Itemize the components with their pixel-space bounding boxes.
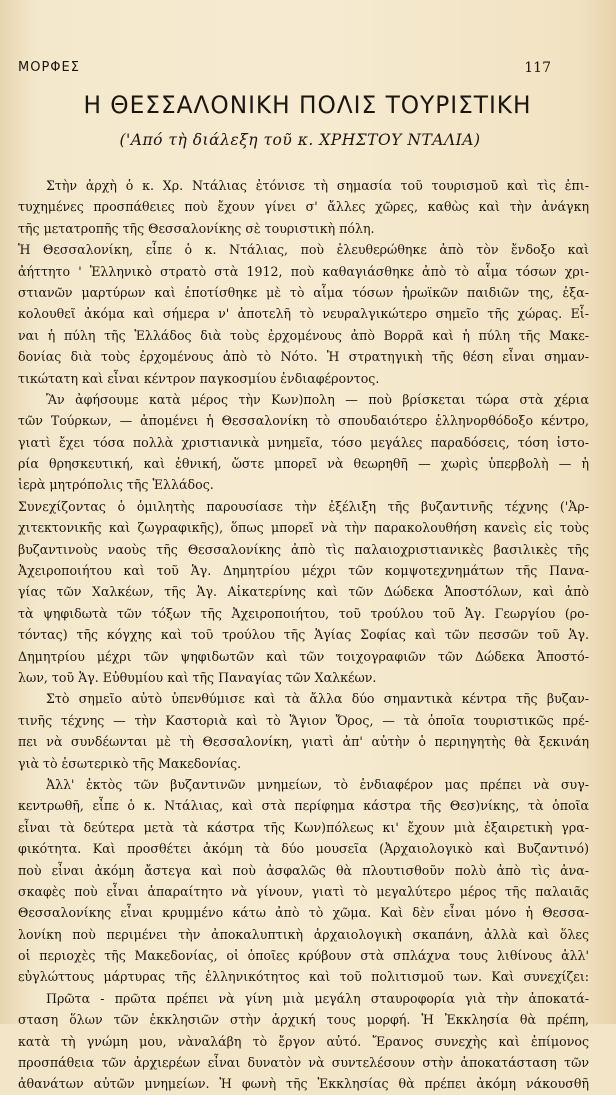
text-line: ἀθανάτων αὐτῶν μνημείων. Ἡ φωνὴ τῆς Ἐκκλησίας θὰ πρέπει ἀκόμη νάκουσθῆ (18, 1076, 589, 1092)
text-line: ποὺ εἶναι ἀκόμη ἄστεγα καὶ ποὺ ἀσφαλῶς θὰ πλουτισθοῦν πολὺ ἀπὸ τὶς ἀνα- (18, 862, 589, 878)
text-line: σταση ὅλων τῶν ἐκκλησιῶν στὴν ἀρχική τους μορφή. Ἡ Ἐκκλησία θὰ πρέπη, (18, 1012, 589, 1028)
text-line: τῶν Τούρκων, — ἀπομένει ἡ Θεσσαλονίκη τὸ σπουδαιότερο ἑλληνορθόδοξο κέντρο, (18, 413, 589, 429)
article-subtitle: ('Από τὴ διάλεξη τοῦ κ. ΧΡΗΣΤΟΥ ΝΤΑΛΙΑ) (119, 131, 481, 149)
text-line: Στὸ σημεῖο αὐτὸ ὑπενθύμισε καὶ τὰ ἄλλα δύο σημαντικὰ κέντρα τῆς βυζαν- (46, 691, 589, 707)
text-line: Δημητρίου μέχρι τῶν ψηφιδωτῶν καὶ τῶν τοιχογραφιῶν τῶν Δώδεκα Ἀποστό- (18, 648, 589, 664)
text-line: Ἀλλ' ἐκτὸς τῶν βυζαντινῶν μνημείων, τὸ ἐνδιαφέρον μας πρέπει νὰ συγ- (46, 776, 589, 792)
text-line: Ἂν ἀφήσουμε κατὰ μέρος τὴν Κων)πολη — ποὺ βρίσκεται τώρα στὰ χέρια (46, 391, 589, 407)
text-line: γιὰ τὸ ἐσωτερικὸ τῆς Μακεδονίας. (18, 755, 242, 771)
text-line: κεντρωθῆ, εἶπε ὁ κ. Ντάλιας, καὶ στὰ περίφημα κάστρα τῆς Θεσ)νίκης, τὰ ὁποῖα (18, 798, 589, 814)
text-line: τυχημένες προσπάθειες ποὺ ἔχουν γίνει σ' ἄλλες χῶρες, καθὼς καὶ τὴν ἀνάγκη (18, 199, 589, 215)
text-line: τὰ ψηφιδωτὰ τῶν τόξων τῆς Ἀχειροποιήτου, τοῦ τρούλου τοῦ Ἁγ. Γεωργίου (ρο- (18, 605, 589, 621)
text-line: οἱ περιοχὲς τῆς Μακεδονίας, οἱ ὁποῖες κρύβουν στὰ σπλάχνα τους λιθίνους ἀλλ' (18, 948, 589, 964)
page-number: 117 (524, 60, 551, 76)
text-line: Στὴν ἀρχὴ ὁ κ. Χρ. Ντάλιας ἐτόνισε τὴ σημασία τοῦ τουρισμοῦ καὶ τὶς ἐπι- (46, 178, 589, 193)
text-line: τόντας) τῆς κόγχης καὶ τοῦ τρούλου τῆς Ἁγίας Σοφίας καὶ τῶν πεσσῶν τοῦ Ἁγ. (18, 627, 589, 643)
running-head: ΜΟΡΦΕΣ (18, 60, 80, 75)
text-line: προσπάθεια τῶν ἀρχιερέων εἶναι δυνατὸν νὰ συντελέσουν στὴν ἀποκατάσταση τῶν (18, 1055, 589, 1071)
text-line: φικότητα. Καὶ προσθέτει ἀκόμη τὰ δύο μουσεῖα (Ἀρχαιολογικὸ καὶ Βυζαντινό) (18, 841, 589, 857)
text-line: τικώτατη καὶ εἶναι κέντρον παγκοσμίου ἐνδιαφέροντος. (18, 370, 380, 386)
text-line: γιατὶ ἔχει τόσα πολλὰ χριστιανικὰ μνημεῖα, τόσο μεγάλες παραδόσεις, τόση ἱστο- (18, 434, 589, 450)
text-line: Ἀχειροποιήτου καὶ τοῦ Ἁγ. Δημητρίου μέχρι τῶν κομψοτεχνημάτων τῆς Πανα- (18, 563, 589, 579)
text-line: λων, τοῦ Ἁγ. Εὐθυμίου καὶ τῆς Παναγίας τῶν Χαλκέων. (18, 669, 377, 685)
text-line: εὐγλώττους μάρτυρας τῆς ἑλληνικότητος καὶ τοῦ πολιτισμοῦ των. Καὶ συνεχίζει: (18, 969, 589, 985)
text-line: Συνεχίζοντας ὁ ὁμιλητὴς παρουσίασε τὴν ἐξέλιξη τῆς βυζαντινῆς τέχνης ('Ἀρ- (18, 498, 589, 514)
text-line: ναι ἡ πύλη τῆς Ἑλλάδος διὰ τοὺς ἐρχομένους ἀπὸ Βορρᾶ καὶ ἡ πύλη τῆς Μακε- (18, 327, 589, 343)
text-line: τινῆς τέχνης — τὴν Καστοριὰ καὶ τὸ Ἅγιον Ὄρος, — τὰ ὁποῖα τουριστικῶς πρέ- (18, 712, 589, 728)
text-line: στιανῶν μαρτύρων καὶ ἐποτίσθηκε μὲ τὸ αἷμα τόσων ἡρωϊκῶν παιδιῶν της, ἐξα- (18, 284, 589, 300)
text-line: χιτεκτονικῆς καὶ ζωγραφικῆς), ὅπως μπορεῖ νὰ τὴν παρακολουθήση κανεὶς εἰς τοὺς (18, 520, 589, 536)
text-line: τῆς μετατροπῆς τῆς Θεσσαλονίκης σὲ τουριστικὴ πόλη. (18, 220, 375, 236)
text-line: κολουθεῖ ἀκόμα καὶ σήμερα ν' ἀποτελῆ τὸ νευραλγικώτερο σημεῖο τῆς χώρας. Εἶ- (18, 306, 589, 322)
text-line: γίας τῶν Χαλκέων, τῆς Ἁγ. Αἰκατερίνης καὶ τῶν Δώδεκα Ἀποστόλων, καὶ ἀπὸ (18, 584, 589, 600)
text-line: ἀήττητο ' Ἑλληνικὸ στρατὸ στὰ 1912, ποὺ καθαγιάσθηκε ἀπὸ τὸ αἷμα τόσων χρι- (18, 263, 589, 279)
text-line: ἱερὰ μητρόπολις τῆς Ἑλλάδος. (18, 477, 214, 493)
text-line: πει νὰ συνδέωνται μὲ τὴ Θεσσαλονίκη, γιατὶ ἀπ' αὐτὴν ὁ περιηγητὴς θὰ ξεκινάη (18, 734, 589, 750)
text-line: κατὰ τὴ γνώμη μου, νὰναλάβη τὸ ἔργον αὐτό. Ἔρανος συνεχὴς καὶ ἐπίμονος (18, 1033, 589, 1049)
text-line: βυζαντινοὺς ναοὺς τῆς Θεσσαλονίκης ἀπὸ τὶς παλαιοχριστιανικὲς βασιλικὲς τῆς (18, 541, 589, 557)
text-line: Ἡ Θεσσαλονίκη, εἶπε ὁ κ. Ντάλιας, ποὺ ἐλευθερώθηκε ἀπὸ τὸν ἔνδοξο καὶ (18, 242, 589, 258)
text-line: Θεσσαλονίκης εἶναι κρυμμένο κάτω ἀπὸ τὸ χῶμα. Καὶ δὲν εἶναι μόνο ἡ Θεσσα- (18, 905, 589, 921)
text-line: λονίκη ποὺ περιμένει τὴν ἀποκαλυπτικὴ ἀρχαιολογικὴ σκαπάνη, ἀλλὰ καὶ ὅλες (18, 926, 589, 942)
article-body (18, 175, 589, 1095)
text-line: σκαφὲς ποὺ εἶναι ἀπαραίτητο νὰ γίνουν, γιατὶ τὸ μεγαλύτερο μέρος τῆς παλαιᾶς (18, 883, 589, 899)
text-line: εἶναι τὰ δεύτερα μετὰ τὰ κάστρα τῆς Κων)πόλεως κι' ἔχουν μιὰ ἐξαιρετικὴ γρα- (18, 819, 589, 835)
text-line: δονίας διὰ τοὺς ἐρχομένους ἀπὸ τὸ Νότο. Ἡ στρατηγικὴ τῆς θέση εἶναι σημαν- (18, 349, 589, 365)
text-line: ρία θρησκευτική, καὶ ἐθνική, ὥστε μπορεῖ νὰ θεωρηθῆ — χωρὶς ὑπερβολὴ — ἡ (18, 456, 589, 472)
article-title: Η ΘΕΣΣΑΛΟΝΙΚΗ ΠΟΛΙΣ ΤΟΥΡΙΣΤΙΚΗ (83, 91, 532, 119)
text-line: Πρῶτα - πρῶτα πρέπει νὰ γίνη μιὰ μεγάλη σταυροφορία γιὰ τὴν ἀποκατά- (46, 990, 589, 1006)
